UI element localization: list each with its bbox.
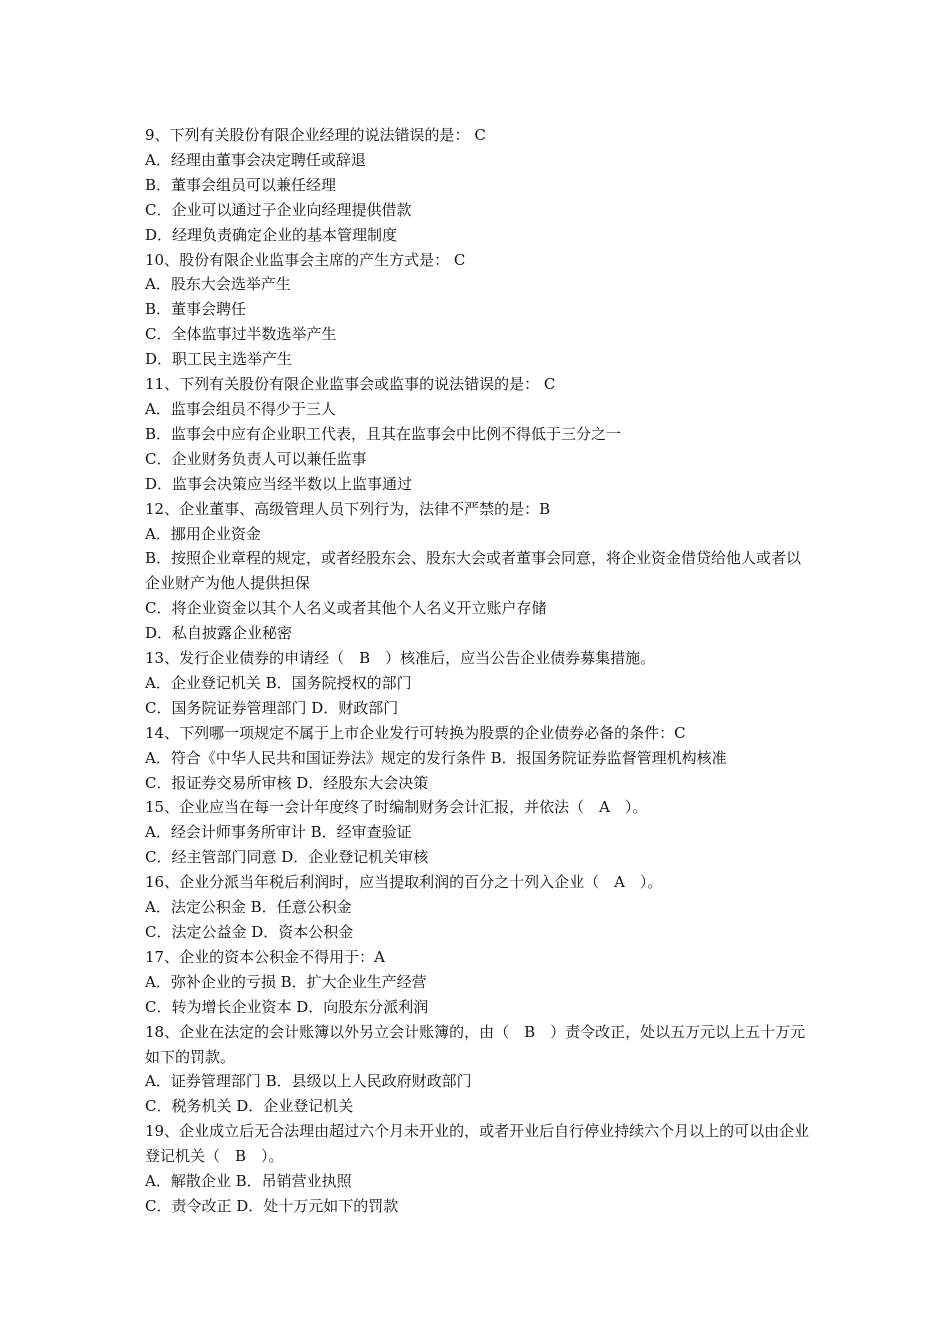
question-19: 19、企业成立后无合法理由超过六个月未开业的，或者开业后自行停业持续六个月以上的可以由企业登记机关（ B ）。 <box>145 1122 810 1166</box>
option-b: B．监事会中应有企业职工代表，且其在监事会中比例不得低于三分之一 <box>145 424 622 443</box>
option-a: A．股东大会选举产生 <box>145 275 291 294</box>
options-a-b: A．法定公积金 B．任意公积金 <box>145 898 352 917</box>
question-11: 11、下列有关股份有限企业监事会或监事的说法错误的是： C <box>145 375 556 394</box>
question-10: 10、股份有限企业监事会主席的产生方式是： C <box>145 250 466 269</box>
options-c-d: C．国务院证券管理部门 D．财政部门 <box>145 698 399 717</box>
options-c-d: C．税务机关 D．企业登记机关 <box>145 1097 354 1116</box>
option-d: D．职工民主选举产生 <box>145 350 293 369</box>
question-13: 13、发行企业债券的申请经（ B ）核准后，应当公告企业债券募集措施。 <box>145 649 656 668</box>
options-a-b: A．企业登记机关 B．国务院授权的部门 <box>145 673 412 692</box>
options-a-b: A．解散企业 B．吊销营业执照 <box>145 1172 352 1191</box>
question-9: 9、下列有关股份有限企业经理的说法错误的是： C <box>145 126 486 144</box>
options-c-d: C．报证券交易所审核 D．经股东大会决策 <box>145 773 429 792</box>
options-c-d: C．转为增长企业资本 D．向股东分派利润 <box>145 997 429 1016</box>
question-12: 12、企业董事、高级管理人员下列行为，法律不严禁的是：B <box>145 499 551 518</box>
options-a-b: A．证券管理部门 B．县级以上人民政府财政部门 <box>145 1072 472 1091</box>
option-b: B．按照企业章程的规定，或者经股东会、股东大会或者董事会同意，将企业资金借贷给他人或者以企业财产为他人提供担保 <box>145 549 802 593</box>
option-d: D．经理负责确定企业的基本管理制度 <box>145 225 398 244</box>
document-body <box>145 123 815 1219</box>
option-c: C．企业可以通过子企业向经理提供借款 <box>145 200 412 219</box>
option-c: C．将企业资金以其个人名义或者其他个人名义开立账户存储 <box>145 599 547 618</box>
option-d: D．监事会决策应当经半数以上监事通过 <box>145 474 413 493</box>
question-16: 16、企业分派当年税后利润时，应当提取利润的百分之十列入企业（ A ）。 <box>145 873 663 892</box>
options-c-d: C．经主管部门同意 D．企业登记机关审核 <box>145 848 429 867</box>
option-b: B．董事会组员可以兼任经理 <box>145 175 337 194</box>
options-a-b: A．弥补企业的亏损 B．扩大企业生产经营 <box>145 972 427 991</box>
option-c: C．企业财务负责人可以兼任监事 <box>145 449 367 468</box>
options-c-d: C．法定公益金 D．资本公积金 <box>145 923 354 941</box>
option-a: A．挪用企业资金 <box>145 524 261 543</box>
option-d: D．私自披露企业秘密 <box>145 624 293 643</box>
option-a: A．监事会组员不得少于三人 <box>145 399 336 418</box>
option-a: A．经理由董事会决定聘任或辞退 <box>145 150 366 169</box>
question-15: 15、企业应当在每一会计年度终了时编制财务会计汇报，并依法（ A ）。 <box>145 798 648 817</box>
question-14: 14、下列哪一项规定不属于上市企业发行可转换为股票的企业债券必备的条件：C <box>145 723 686 742</box>
options-a-b: A．经会计师事务所审计 B．经审查验证 <box>145 823 412 842</box>
option-b: B．董事会聘任 <box>145 300 247 319</box>
option-c: C．全体监事过半数选举产生 <box>145 325 337 344</box>
options-a-b: A．符合《中华人民共和国证券法》规定的发行条件 B．报国务院证券监督管理机构核准 <box>145 748 727 767</box>
question-18: 18、企业在法定的会计账簿以外另立会计账簿的，由（ B ）责令改正，处以五万元以上五十万元如下的罚款。 <box>145 1022 806 1066</box>
options-c-d: C．责令改正 D．处十万元如下的罚款 <box>145 1196 399 1215</box>
question-17: 17、企业的资本公积金不得用于：A <box>145 947 385 966</box>
